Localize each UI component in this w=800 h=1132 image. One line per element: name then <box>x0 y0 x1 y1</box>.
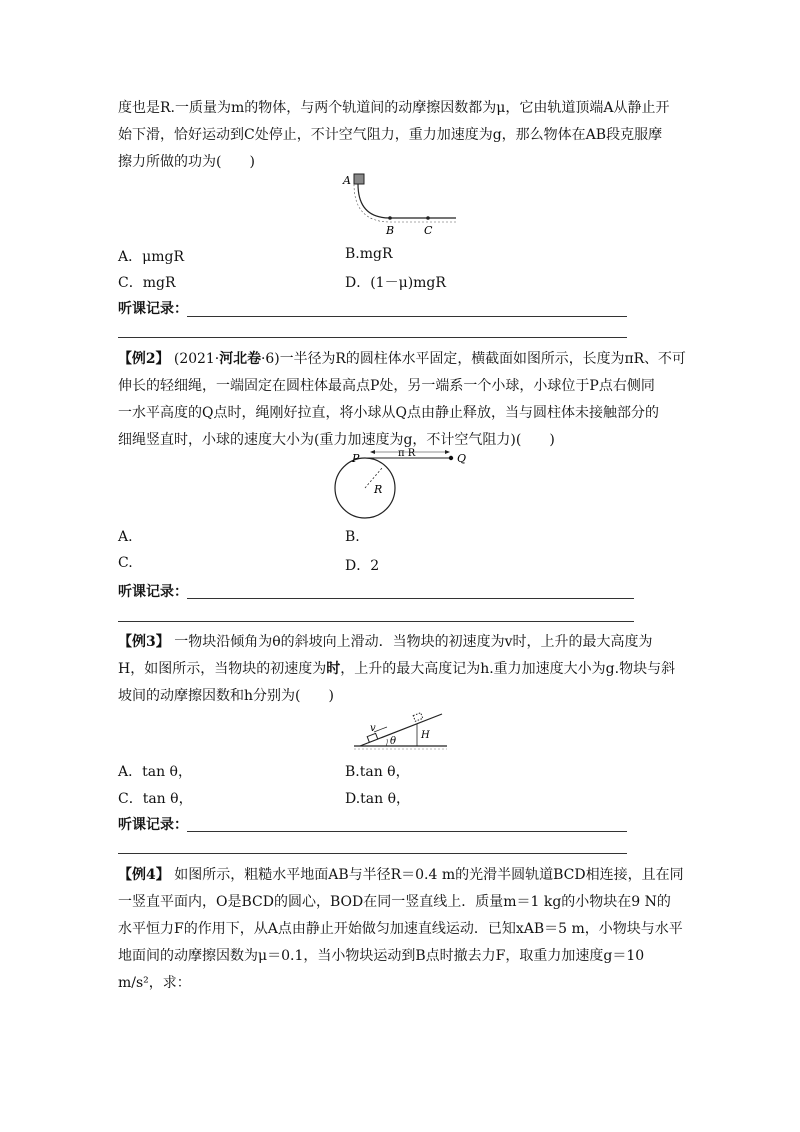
ex2-line-1 <box>118 348 686 368</box>
intro-option-c: C．mgR <box>118 275 176 291</box>
cylinder-figure <box>330 448 480 524</box>
ex2-line-2: 伸长的轻细绳，一端固定在圆柱体最高点P处，另一端系一个小球，小球位于P点右侧同 <box>118 378 655 394</box>
ex3-option-c: C．tan θ， <box>118 791 193 807</box>
ex3-line-2 <box>118 658 675 678</box>
intro-line-2: 始下滑，恰好运动到C处停止，不计空气阻力，重力加速度为g，那么物体在AB段克服摩 <box>118 127 663 143</box>
intro-option-a: A．μmgR <box>118 249 184 265</box>
ex2-source-pre: (2021· <box>173 351 220 367</box>
figure-label-a: A <box>343 174 351 187</box>
ex3-line-1 <box>118 631 653 651</box>
answer-line <box>118 853 627 854</box>
slope-figure <box>352 708 452 753</box>
ex3-text-2b: 时 <box>326 661 341 677</box>
figure-label-v: v <box>370 723 376 734</box>
ex2-option-c: C. <box>118 555 133 571</box>
figure-label-b: B <box>386 224 395 237</box>
intro-line-1: 度也是R.一质量为m的物体，与两个轨道间的动摩擦因数都为μ，它由轨道顶端A从静止开 <box>118 100 670 116</box>
ex3-option-d: D.tan θ， <box>345 791 411 807</box>
ex3-text-1: 一物块沿倾角为θ的斜坡向上滑动．当物块的初速度为v时，上升的最大高度为 <box>174 634 653 650</box>
ex2-source-post: ·6) <box>260 351 280 367</box>
ex2-option-d: D．2 <box>345 558 380 574</box>
figure-label-pir: π R <box>398 448 416 459</box>
answer-line <box>118 337 627 338</box>
ex3-option-b: B.tan θ， <box>345 764 410 780</box>
answer-line <box>187 598 634 599</box>
ex2-tag: 【例2】 <box>118 351 170 367</box>
figure-label-h: H <box>421 730 430 741</box>
figure-label-theta: θ <box>390 736 397 747</box>
answer-line <box>118 621 634 622</box>
figure-label-c: C <box>424 224 433 237</box>
ex4-line-2: 一竖直平面内，O是BCD的圆心，BOD在同一竖直线上．质量m＝1 kg的小物块在9 N的 <box>118 894 671 910</box>
ex2-line-4: 细绳竖直时，小球的速度大小为(重力加速度为g，不计空气阻力)( ) <box>118 432 555 448</box>
curved-track-figure <box>340 170 470 240</box>
intro-option-b: B.mgR <box>345 246 393 262</box>
ex3-option-a: A．tan θ， <box>118 764 192 780</box>
ex3-tag: 【例3】 <box>118 634 170 650</box>
ex4-text-1: 如图所示，粗糙水平地面AB与半径R＝0.4 m的光滑半圆轨道BCD相连接，且在同 <box>174 867 684 883</box>
intro-option-d: D．(1－μ)mgR <box>345 275 446 291</box>
listen-label-2: 听课记录： <box>118 584 188 600</box>
ex2-source: 河北卷 <box>219 351 261 367</box>
ex2-option-b: B. <box>345 529 360 545</box>
answer-line <box>187 316 627 317</box>
answer-line <box>187 831 627 832</box>
ex3-text-2c: ，上升的最大高度记为h.重力加速度大小为g.物块与斜 <box>340 661 676 677</box>
ex4-line-1 <box>118 864 684 884</box>
intro-line-3: 擦力所做的功为( ) <box>118 154 255 170</box>
ex2-option-a: A. <box>118 529 133 545</box>
ex2-text-1: 一半径为R的圆柱体水平固定，横截面如图所示，长度为πR、不可 <box>279 351 686 367</box>
ex4-line-3: 水平恒力F的作用下，从A点由静止开始做匀加速直线运动．已知xAB＝5 m，小物块与水平 <box>118 921 683 937</box>
listen-label-1: 听课记录： <box>118 301 188 317</box>
listen-label-3: 听课记录： <box>118 817 188 833</box>
ex2-line-3: 一水平高度的Q点时，绳刚好拉直，将小球从Q点由静止释放，当与圆柱体未接触部分的 <box>118 405 659 421</box>
ex4-line-5: m/s²，求： <box>118 975 191 991</box>
ex4-line-4: 地面间的动摩擦因数为μ＝0.1，当小物块运动到B点时撤去力F，取重力加速度g＝10 <box>118 948 645 964</box>
ex3-text-2a: H，如图所示，当物块的初速度为 <box>118 661 327 677</box>
ex3-line-3: 坡间的动摩擦因数和h分别为( ) <box>118 688 334 704</box>
ex4-tag: 【例4】 <box>118 867 170 883</box>
figure-label-r: R <box>374 483 383 496</box>
figure-label-q: Q <box>457 452 467 465</box>
figure-label-p: P <box>352 452 360 465</box>
